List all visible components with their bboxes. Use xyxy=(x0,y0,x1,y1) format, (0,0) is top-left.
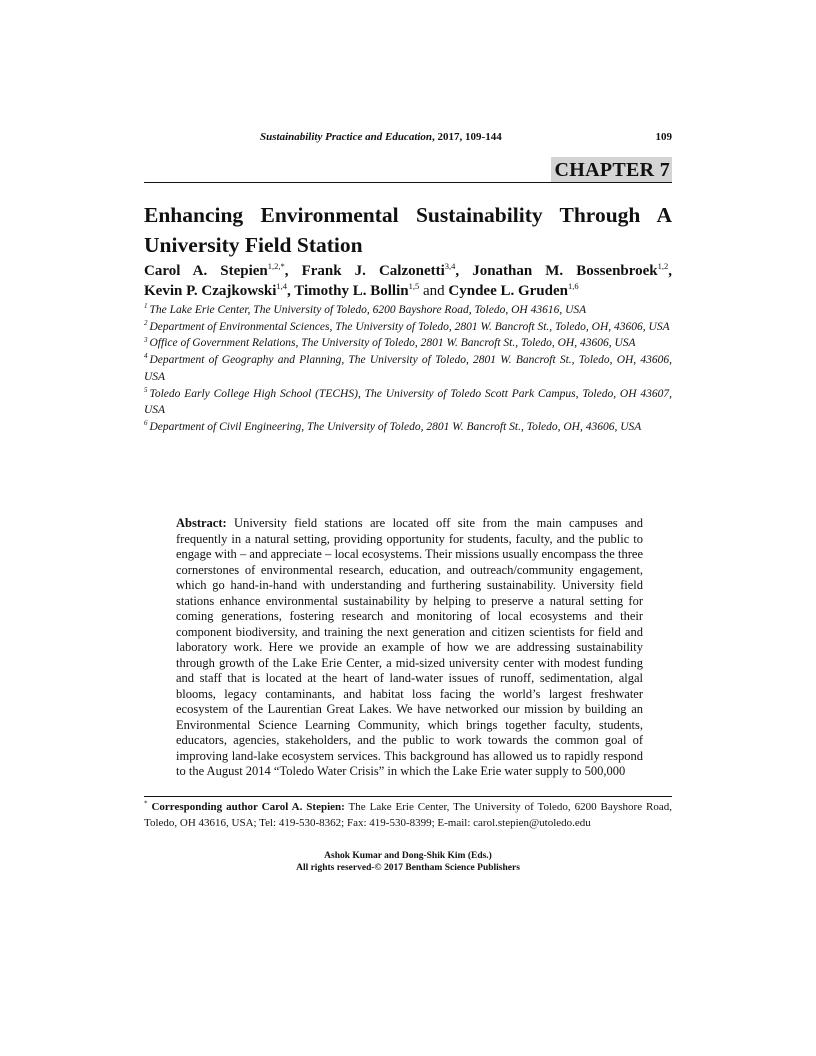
author-affiliation-marker: 1,5 xyxy=(408,281,420,291)
affiliation-item xyxy=(144,335,672,352)
affiliation-text: Office of Government Relations, The University of Toledo, 2801 W. Bancroft St., Toledo, OH, 43606, USA xyxy=(149,337,636,350)
footnote-text: The Lake Erie Center, The University of Toledo, 6200 Bayshore Road, Toledo, OH 43616, USA; Tel: 419-530-8362; Fax: 419-530-8399; E-mail: carol.stepien@utoledo.edu xyxy=(144,801,672,829)
author-name: Kevin P. Czajkowski xyxy=(144,283,277,299)
journal-name: Sustainability Practice and Education xyxy=(260,131,433,143)
running-head xyxy=(144,131,672,147)
affiliation-item xyxy=(144,302,672,319)
abstract xyxy=(176,516,643,780)
footnote-marker: * xyxy=(144,799,148,808)
affiliation-list xyxy=(144,302,672,436)
affiliation-text: Department of Geography and Planning, The University of Toledo, 2801 W. Bancroft St., Toledo, OH, 43606, USA xyxy=(144,354,672,383)
author-conjunction: and xyxy=(422,283,445,299)
author-separator: , xyxy=(284,263,302,279)
author-affiliation-marker: 1,4 xyxy=(276,281,288,291)
affiliation-text: Toledo Early College High School (TECHS), The University of Toledo Scott Park Campus, Toledo, OH 43607, USA xyxy=(144,387,672,417)
author-affiliation-marker: 1,2,* xyxy=(267,261,285,271)
page-number: 109 xyxy=(655,131,672,143)
author-name: Timothy L. Bollin xyxy=(294,283,409,299)
author-line-1 xyxy=(144,261,672,281)
chapter-label: CHAPTER 7 xyxy=(551,157,672,182)
book-editors: Ashok Kumar and Dong-Shik Kim (Eds.) xyxy=(324,851,492,861)
journal-volume-pages: , 2017, 109-144 xyxy=(432,131,502,143)
author-name: Cyndee L. Gruden xyxy=(448,283,568,299)
affiliation-item xyxy=(144,352,672,385)
author-name: Jonathan M. Bossenbroek xyxy=(472,263,658,279)
author-separator: , xyxy=(287,283,295,299)
affiliation-item xyxy=(144,419,672,436)
abstract-text: University field stations are located off site from the main campuses and frequently in a natural setting, providing opportunity for students, faculty, and the public to engage with – and appreciate – local ecosystems. Their missions usually encompass the three cornerstones of environmental research, education, and outreach/community engagement, which go hand-in-hand with understanding and furthering sustainability. University field stations enhance environmental sustainability by helping to preserve a natural setting for coming generations, fostering research and monitoring of local ecosystems and their component biodiversity, and training the next generation and citizen scientists for field and laboratory work. Here we provide an example of how we are addressing sustainability through growth of the Lake Erie Center, a mid-sized university center with modest funding and staff that is located at the heart of land-water issues of runoff, sedimentation, algal blooms, legacy contaminants, and habitat loss facing the world’s largest freshwater ecosystem of the Laurentian Great Lakes. We have networked our mission by building an Environmental Science Learning Community, which brings together faculty, students, educators, agencies, stakeholders, and the public to work towards the common goal of improving land-lake ecosystem services. This background has allowed us to rapidly respond to the August 2014 “Toledo Water Crisis” in which the Lake Erie water supply to 500,000 xyxy=(176,516,644,778)
corresponding-author-footnote xyxy=(144,800,672,831)
affiliation-number: 1 xyxy=(144,302,148,311)
author-separator: , xyxy=(455,263,473,279)
author-name: Carol A. Stepien xyxy=(144,263,268,279)
paper-title: Enhancing Environmental Sustainability Through A University Field Station xyxy=(144,203,672,257)
author-line-2 xyxy=(144,281,672,301)
journal-citation xyxy=(260,131,502,143)
author-affiliation-marker: 1,6 xyxy=(568,281,579,291)
affiliation-number: 2 xyxy=(144,318,148,327)
affiliation-number: 6 xyxy=(144,419,148,428)
affiliation-number: 4 xyxy=(144,352,148,361)
affiliation-text: The Lake Erie Center, The University of Toledo, 6200 Bayshore Road, Toledo, OH 43616, USA xyxy=(149,304,587,316)
footnote-divider xyxy=(144,796,672,797)
affiliation-text: Department of Civil Engineering, The University of Toledo, 2801 W. Bancroft St., Toledo, OH, 43606, USA xyxy=(149,420,642,433)
author-separator: , xyxy=(668,263,673,279)
affiliation-item xyxy=(144,386,672,419)
affiliation-number: 3 xyxy=(144,335,148,344)
abstract-label: Abstract: xyxy=(176,516,227,530)
affiliation-text: Department of Environmental Sciences, The University of Toledo, 2801 W. Bancroft St., Toledo, OH, 43606, USA xyxy=(149,320,670,333)
author-affiliation-marker: 3,4 xyxy=(444,261,456,271)
author-name: Frank J. Calzonetti xyxy=(301,263,445,279)
copyright-notice: All rights reserved-© 2017 Bentham Science Publishers xyxy=(296,863,520,873)
author-affiliation-marker: 1,2 xyxy=(657,261,669,271)
footnote-label: Corresponding author Carol A. Stepien: xyxy=(151,801,345,813)
publisher-info xyxy=(144,850,672,874)
author-list xyxy=(144,261,672,301)
affiliation-number: 5 xyxy=(144,385,148,394)
chapter-header xyxy=(144,157,672,183)
affiliation-item xyxy=(144,319,672,336)
